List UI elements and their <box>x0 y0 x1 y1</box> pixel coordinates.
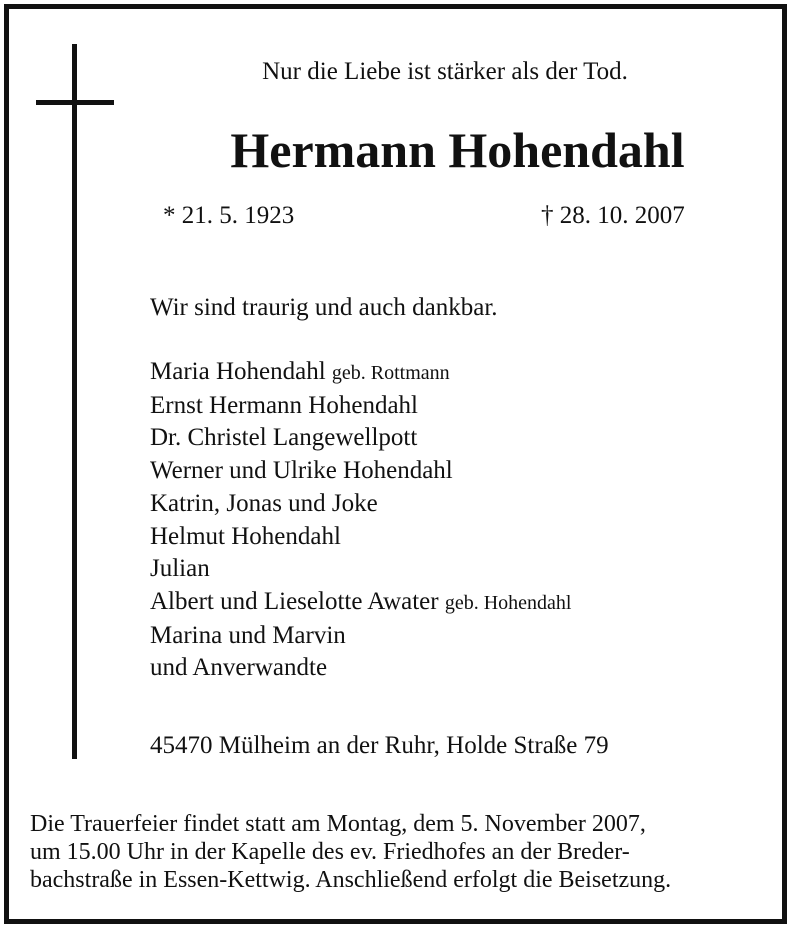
funeral-line: Die Trauerfeier findet statt am Montag, dem 5. November 2007, <box>30 811 646 837</box>
mourner-name: Marina und Marvin <box>150 621 346 649</box>
mourner-name: Helmut Hohendahl <box>150 522 341 550</box>
funeral-announcement <box>30 810 780 894</box>
mourner-item <box>150 553 571 586</box>
address: 45470 Mülheim an der Ruhr, Holde Straße 79 <box>150 732 609 759</box>
motto: Nur die Liebe ist stärker als der Tod. <box>262 58 628 85</box>
mourner-item <box>150 586 571 620</box>
cross-icon-horizontal-bar <box>36 100 114 105</box>
mourner-name: Katrin, Jonas und Joke <box>150 489 378 517</box>
mourner-item <box>150 455 571 488</box>
mourners-list <box>150 356 571 685</box>
mourner-item <box>150 488 571 521</box>
mourner-item <box>150 521 571 554</box>
mourner-name: Dr. Christel Langewellpott <box>150 424 418 452</box>
mourner-note: geb. Rottmann <box>331 362 450 384</box>
mourner-item <box>150 652 571 685</box>
mourner-item <box>150 620 571 653</box>
mourner-name: Maria Hohendahl <box>150 358 326 385</box>
mourner-item <box>150 390 571 423</box>
mourner-name: und Anverwandte <box>150 654 328 682</box>
deceased-name: Hermann Hohendahl <box>230 122 685 178</box>
mourner-name: Werner und Ulrike Hohendahl <box>150 457 453 485</box>
mourner-note: geb. Hohendahl <box>444 591 572 614</box>
mourner-item <box>150 422 571 455</box>
death-date: † 28. 10. 2007 <box>541 202 685 229</box>
intro-text: Wir sind traurig und auch dankbar. <box>150 294 498 321</box>
birth-date: * 21. 5. 1923 <box>163 202 295 229</box>
funeral-line: um 15.00 Uhr in der Kapelle des ev. Friedhofes an der Breder- <box>30 839 630 865</box>
mourner-item <box>150 356 571 390</box>
mourner-name: Julian <box>150 555 210 583</box>
mourner-name: Ernst Hermann Hohendahl <box>150 391 418 419</box>
mourner-name: Albert und Lieselotte Awater <box>150 587 439 615</box>
funeral-line: bachstraße in Essen-Kettwig. Anschließend erfolgt die Beisetzung. <box>30 867 672 893</box>
